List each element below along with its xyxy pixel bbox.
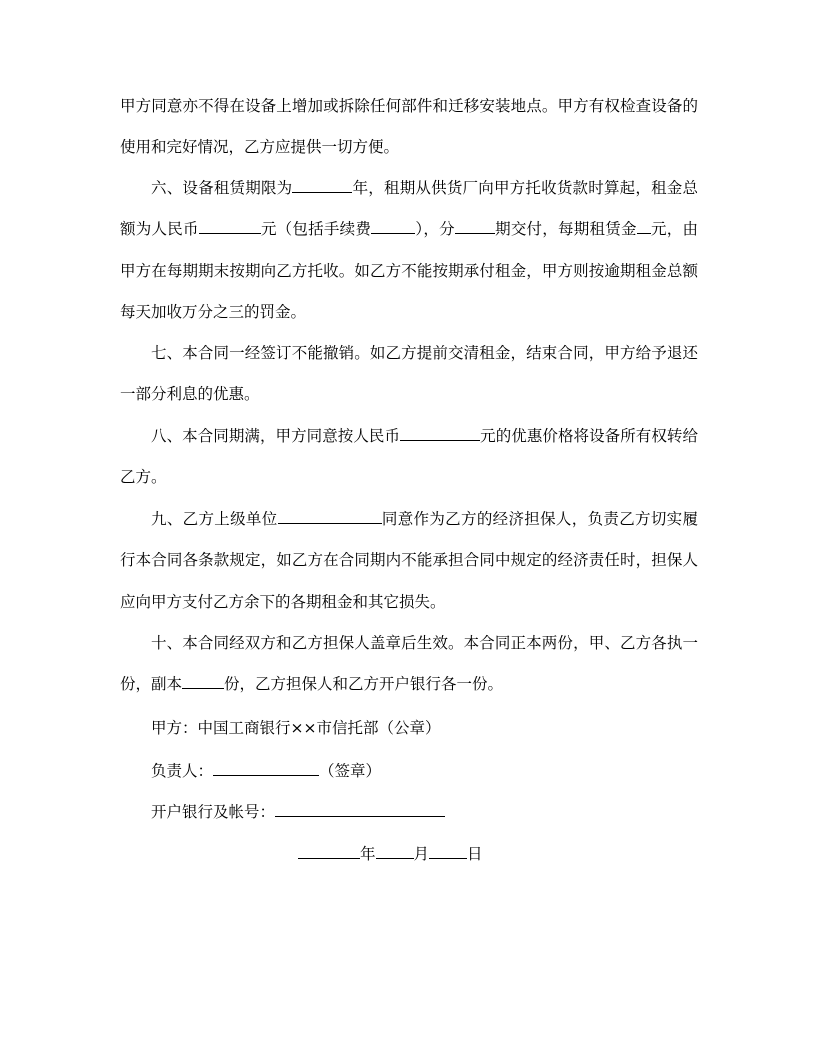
clause-6-text-e: 期交付，每期租赁金 <box>494 220 637 239</box>
blank-year[interactable] <box>298 843 360 859</box>
clause-9-text-a: 九、乙方上级单位 <box>151 510 278 528</box>
blank-handling-fee[interactable] <box>371 218 415 234</box>
clause-10-text-b: 份，乙方担保人和乙方开户银行各一份。 <box>224 675 504 694</box>
clause-8-text-b: 元的优惠价格将设备所有权转给乙方。 <box>120 427 698 487</box>
clause-7-text: 七、本合同一经签订不能撤销。如乙方提前交清租金，结束合同，甲方给予退还一部分利息的优惠。 <box>120 344 698 404</box>
bank-account-line <box>151 801 445 822</box>
clause-6-text-d: ），分 <box>415 220 455 239</box>
responsible-label: 负责人： <box>151 762 214 780</box>
party-a-text: 甲方：中国工商银行××市信托部（公章） <box>151 719 441 737</box>
responsible-suffix: （签章） <box>319 762 382 780</box>
clause-10 <box>120 623 698 706</box>
blank-transfer-price[interactable] <box>400 425 480 441</box>
blank-month[interactable] <box>376 843 414 859</box>
blank-day[interactable] <box>429 843 467 859</box>
clause-8 <box>120 416 698 499</box>
clause-6 <box>120 168 698 333</box>
blank-copies[interactable] <box>182 673 224 689</box>
clause-9 <box>120 499 698 623</box>
responsible-line <box>151 760 381 781</box>
clause-6-text-f: 元，由甲方在每期期末按期向乙方托收。如乙方不能按期承付租金，甲方则按逾期租金总额每天加收万分之三的罚金。 <box>120 220 698 321</box>
paragraph-continuation <box>120 86 698 169</box>
clause-8-text-a: 八、本合同期满，甲方同意按人民币 <box>151 427 401 445</box>
bank-account-label: 开户银行及帐号： <box>151 803 276 821</box>
date-line <box>298 843 483 864</box>
blank-lease-years[interactable] <box>292 177 352 193</box>
clause-7 <box>120 333 698 416</box>
blank-installment-amount[interactable] <box>637 218 651 234</box>
clause-9-text-b: 同意作为乙方的经济担保人，负责乙方切实履行本合同各条款规定，如乙方在合同期内不能承担合同中规定的经济责任时，担保人应向甲方支付乙方余下的各期租金和其它损失。 <box>120 510 698 611</box>
clause-6-text-a: 六、设备租赁期限为 <box>151 179 293 197</box>
date-year-label: 年 <box>360 845 376 863</box>
paragraph-text: 甲方同意亦不得在设备上增加或拆除任何部件和迁移安装地点。甲方有权检查设备的使用和完好情况，乙方应提供一切方便。 <box>120 97 698 157</box>
clause-6-text-c: 元（包括手续费 <box>260 220 372 239</box>
blank-responsible-person[interactable] <box>213 760 319 776</box>
clause-10-text-a: 十、本合同经双方和乙方担保人盖章后生效。本合同正本两份，甲、乙方各执一份，副本 <box>120 634 698 694</box>
party-a-line <box>151 718 440 738</box>
blank-installments[interactable] <box>455 218 495 234</box>
date-month-label: 月 <box>413 845 430 863</box>
clause-6-text-b: 年，租期从供货厂向甲方托收货款时算起，租金总额为人民币 <box>120 179 698 239</box>
date-day-label: 日 <box>467 845 483 863</box>
blank-total-rent[interactable] <box>199 218 261 234</box>
blank-guarantor-unit[interactable] <box>278 508 382 524</box>
blank-bank-account[interactable] <box>275 801 445 817</box>
